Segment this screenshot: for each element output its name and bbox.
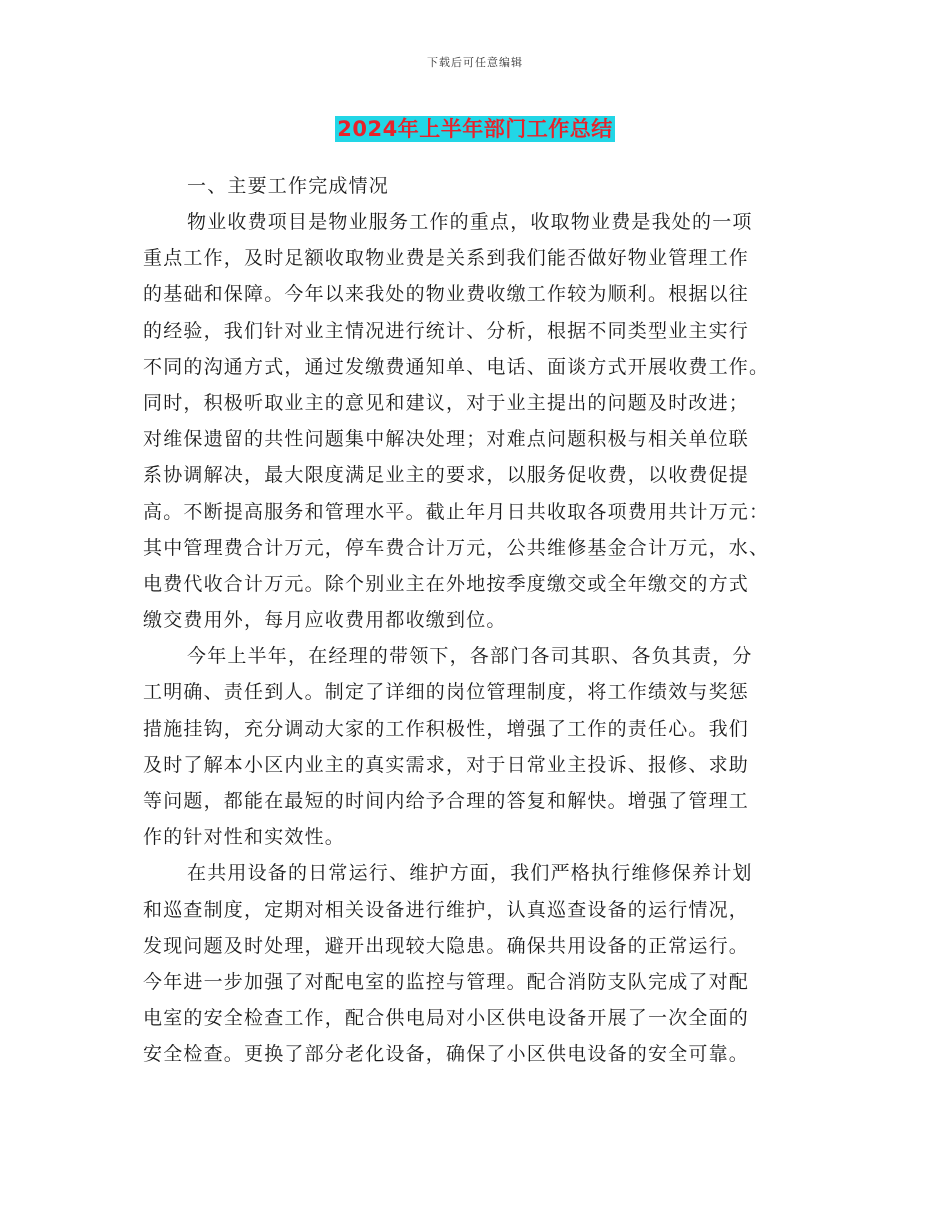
paragraph-line: 今年进一步加强了对配电室的监控与管理。配合消防支队完成了对配 [143, 970, 750, 993]
paragraph-3 [143, 855, 808, 1072]
paragraph-line: 的经验，我们针对业主情况进行统计、分析，根据不同类型业主实行 [143, 319, 750, 342]
paragraph-line: 对维保遗留的共性问题集中解决处理；对难点问题积极与相关单位联 [143, 428, 750, 451]
paragraph-line: 工明确、责任到人。制定了详细的岗位管理制度，将工作绩效与奖惩 [143, 681, 750, 704]
document-title: 2024年上半年部门工作总结 [337, 117, 613, 141]
paragraph-1 [143, 204, 808, 638]
paragraph-line: 不同的沟通方式，通过发缴费通知单、电话、面谈方式开展收费工作。 [143, 355, 770, 378]
paragraph-line: 发现问题及时处理，避开出现较大隐患。确保共用设备的正常运行。 [143, 934, 750, 957]
paragraph-line: 措施挂钩，充分调动大家的工作积极性，增强了工作的责任心。我们 [143, 717, 750, 740]
paragraph-line: 电费代收合计万元。除个别业主在外地按季度缴交或全年缴交的方式 [143, 572, 750, 595]
paragraph-line: 其中管理费合计万元，停车费合计万元，公共维修基金合计万元，水、 [143, 536, 770, 559]
paragraph-line: 和巡查制度，定期对相关设备进行维护，认真巡查设备的运行情况， [143, 898, 750, 921]
paragraph-line: 在共用设备的日常运行、维护方面，我们严格执行维修保养计划 [187, 862, 753, 885]
paragraph-line: 高。不断提高服务和管理水平。截止年月日共收取各项费用共计万元： [143, 500, 770, 523]
paragraph-line: 及时了解本小区内业主的真实需求，对于日常业主投诉、报修、求助 [143, 753, 750, 776]
paragraph-line: 缴交费用外，每月应收费用都收缴到位。 [143, 609, 507, 632]
paragraph-line: 的基础和保障。今年以来我处的物业费收缴工作较为顺利。根据以往 [143, 283, 750, 306]
paragraph-line: 安全检查。更换了部分老化设备，确保了小区供电设备的安全可靠。 [143, 1043, 750, 1066]
paragraph-line: 系协调解决，最大限度满足业主的要求，以服务促收费，以收费促提 [143, 464, 750, 487]
paragraph-line: 等问题，都能在最短的时间内给予合理的答复和解快。增强了管理工 [143, 790, 750, 812]
paragraph-line: 物业收费项目是物业服务工作的重点，收取物业费是我处的一项 [187, 211, 753, 233]
document-body [143, 168, 808, 1073]
paragraph-line: 今年上半年，在经理的带领下，各部门各司其职、各负其责，分 [187, 645, 753, 668]
paragraph-line: 作的针对性和实效性。 [143, 826, 346, 849]
paragraph-line: 同时，积极听取业主的意见和建议，对于业主提出的问题及时改进； [143, 391, 750, 414]
title-container [0, 116, 950, 142]
section-heading: 一、主要工作完成情况 [187, 175, 390, 197]
page-header-note: 下载后可任意编辑 [427, 56, 523, 69]
paragraph-line: 电室的安全检查工作，配合供电局对小区供电设备开展了一次全面的 [143, 1007, 750, 1030]
paragraph-2 [143, 638, 808, 855]
paragraph-line: 重点工作，及时足额收取物业费是关系到我们能否做好物业管理工作 [143, 247, 750, 270]
